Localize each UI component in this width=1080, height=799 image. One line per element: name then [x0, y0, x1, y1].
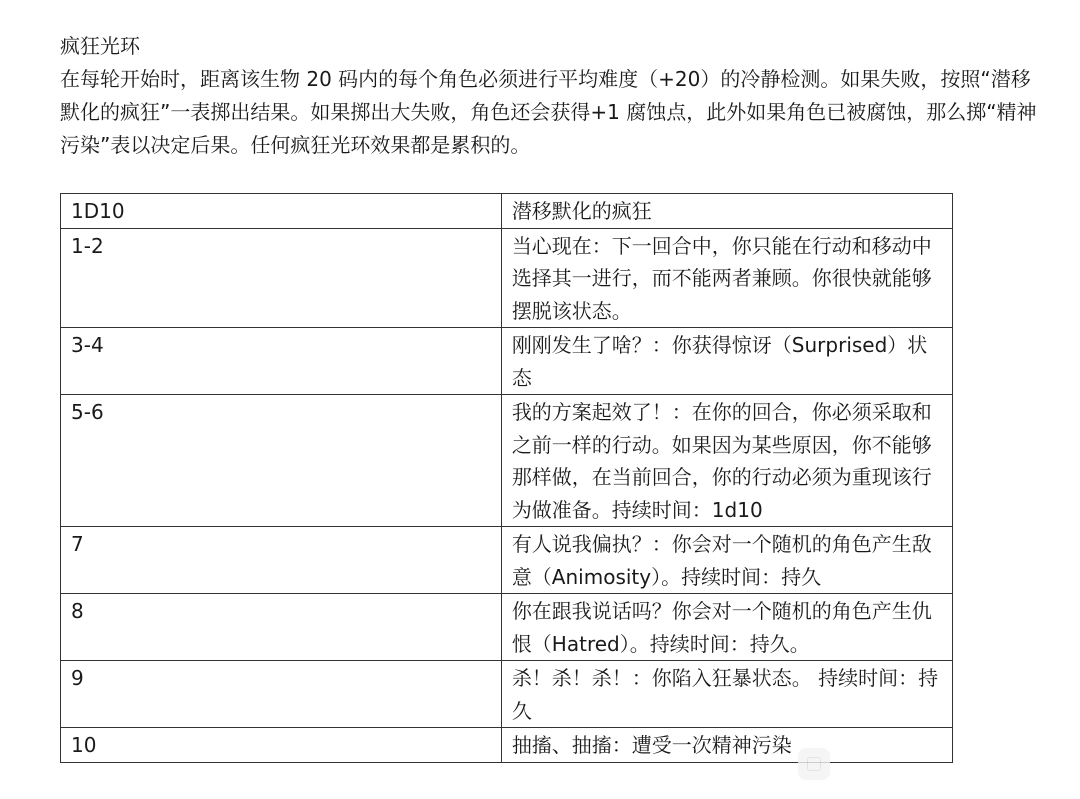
- table-row: [61, 328, 953, 395]
- table-row: [61, 395, 953, 527]
- table-row: [61, 527, 953, 594]
- table-row: [61, 661, 953, 728]
- cell-roll: 5-6: [61, 395, 502, 527]
- cell-effect: 抽搐、抽搐：遭受一次精神污染: [501, 728, 952, 763]
- header-roll: 1D10: [61, 194, 502, 229]
- cell-effect: 我的方案起效了！：在你的回合，你必须采取和之前一样的行动。如果因为某些原因，你不能够那样做，在当前回合，你的行动必须为重现该行为做准备。持续时间：1d10: [501, 395, 952, 527]
- cell-roll: 10: [61, 728, 502, 763]
- cell-effect: 你在跟我说话吗？你会对一个随机的角色产生仇恨（Hatred）。持续时间：持久。: [501, 594, 952, 661]
- cell-roll: 7: [61, 527, 502, 594]
- cell-roll: 1-2: [61, 228, 502, 328]
- madness-table: [60, 193, 953, 763]
- cell-effect: 刚刚发生了啥？：你获得惊讶（Surprised）状态: [501, 328, 952, 395]
- cell-roll: 3-4: [61, 328, 502, 395]
- watermark-icon: [798, 748, 830, 780]
- section-title: 疯狂光环: [60, 34, 140, 58]
- table-row: [61, 594, 953, 661]
- document-body: [60, 30, 1050, 162]
- header-effect: 潜移默化的疯狂: [501, 194, 952, 229]
- cell-effect: 有人说我偏执？：你会对一个随机的角色产生敌意（Animosity）。持续时间：持久: [501, 527, 952, 594]
- cell-roll: 9: [61, 661, 502, 728]
- cell-effect: 当心现在：下一回合中，你只能在行动和移动中选择其一进行，而不能两者兼顾。你很快就能够摆脱该状态。: [501, 228, 952, 328]
- cell-roll: 8: [61, 594, 502, 661]
- section-paragraph: 在每轮开始时，距离该生物 20 码内的每个角色必须进行平均难度（+20）的冷静检测。如果失败，按照“潜移默化的疯狂”一表掷出结果。如果掷出大失败，角色还会获得+1 腐蚀点，此外如果角色已被腐蚀，那么掷“精神污染”表以决定后果。任何疯狂光环效果都是累积的。: [60, 67, 1037, 157]
- table-header-row: [61, 194, 953, 229]
- table-row: [61, 228, 953, 328]
- cell-effect: 杀！杀！杀！：你陷入狂暴状态。 持续时间：持久: [501, 661, 952, 728]
